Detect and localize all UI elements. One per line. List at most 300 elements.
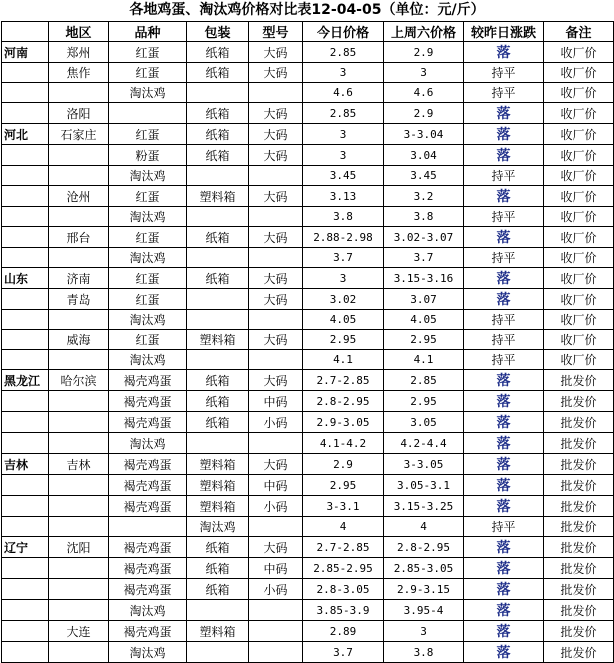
- today-price-cell: 3.8: [303, 207, 384, 227]
- province-cell: [2, 642, 49, 663]
- last-saturday-price-cell: 3.2: [384, 186, 464, 207]
- note-cell: 批发价: [544, 621, 614, 642]
- table-row: [2, 558, 614, 579]
- today-price-cell: 2.9: [303, 454, 384, 475]
- province-cell: [2, 517, 49, 537]
- packaging-cell: 纸箱: [187, 124, 249, 145]
- header-packaging: 包装: [187, 22, 249, 42]
- last-saturday-price-cell: 3.95-4: [384, 600, 464, 621]
- change-cell: 持平: [464, 310, 544, 330]
- region-cell: [49, 433, 109, 454]
- today-price-cell: 3: [303, 63, 384, 83]
- table-row: [2, 248, 614, 268]
- change-cell: 持平: [464, 248, 544, 268]
- note-cell: 收厂价: [544, 145, 614, 166]
- region-cell: [49, 600, 109, 621]
- last-saturday-price-cell: 2.8-2.95: [384, 537, 464, 558]
- last-saturday-price-cell: 3.04: [384, 145, 464, 166]
- packaging-cell: 塑料箱: [187, 475, 249, 496]
- region-cell: 大连: [49, 621, 109, 642]
- province-cell: [2, 63, 49, 83]
- today-price-cell: 2.95: [303, 330, 384, 350]
- variety-cell: 褐壳鸡蛋: [109, 558, 187, 579]
- header-province: [2, 22, 49, 42]
- variety-cell: 粉蛋: [109, 145, 187, 166]
- packaging-cell: 纸箱: [187, 370, 249, 391]
- province-cell: [2, 600, 49, 621]
- table-row: [2, 517, 614, 537]
- change-cell: 落: [464, 186, 544, 207]
- province-cell: [2, 330, 49, 350]
- table-row: [2, 642, 614, 663]
- variety-cell: 红蛋: [109, 330, 187, 350]
- table-row: [2, 310, 614, 330]
- last-saturday-price-cell: 2.85: [384, 370, 464, 391]
- size-cell: 大码: [249, 330, 303, 350]
- variety-cell: 红蛋: [109, 186, 187, 207]
- today-price-cell: 4.05: [303, 310, 384, 330]
- size-cell: 大码: [249, 289, 303, 310]
- packaging-cell: 纸箱: [187, 412, 249, 433]
- header-variety: 品种: [109, 22, 187, 42]
- size-cell: 中码: [249, 475, 303, 496]
- variety-cell: 红蛋: [109, 42, 187, 63]
- note-cell: 收厂价: [544, 350, 614, 370]
- variety-cell: 褐壳鸡蛋: [109, 537, 187, 558]
- header-note: 备注: [544, 22, 614, 42]
- table-row: [2, 83, 614, 103]
- last-saturday-price-cell: 3.15-3.25: [384, 496, 464, 517]
- table-row: [2, 475, 614, 496]
- today-price-cell: 4.1-4.2: [303, 433, 384, 454]
- packaging-cell: 纸箱: [187, 227, 249, 248]
- variety-cell: 红蛋: [109, 63, 187, 83]
- table-row: [2, 412, 614, 433]
- size-cell: 大码: [249, 537, 303, 558]
- packaging-cell: 纸箱: [187, 268, 249, 289]
- variety-cell: 褐壳鸡蛋: [109, 391, 187, 412]
- note-cell: 批发价: [544, 642, 614, 663]
- variety-cell: 淘汰鸡: [109, 433, 187, 454]
- province-cell: [2, 350, 49, 370]
- packaging-cell: 纸箱: [187, 537, 249, 558]
- last-saturday-price-cell: 2.95: [384, 330, 464, 350]
- packaging-cell: [187, 642, 249, 663]
- note-cell: 收厂价: [544, 330, 614, 350]
- today-price-cell: 4.6: [303, 83, 384, 103]
- packaging-cell: [187, 289, 249, 310]
- variety-cell: 淘汰鸡: [109, 310, 187, 330]
- note-cell: 批发价: [544, 370, 614, 391]
- province-cell: 河北: [2, 124, 49, 145]
- change-cell: 持平: [464, 207, 544, 227]
- region-cell: [49, 475, 109, 496]
- region-cell: 吉林: [49, 454, 109, 475]
- note-cell: 批发价: [544, 433, 614, 454]
- note-cell: 收厂价: [544, 227, 614, 248]
- packaging-cell: [187, 166, 249, 186]
- packaging-cell: [187, 600, 249, 621]
- size-cell: [249, 248, 303, 268]
- region-cell: [49, 579, 109, 600]
- change-cell: 落: [464, 642, 544, 663]
- change-cell: 落: [464, 370, 544, 391]
- today-price-cell: 3: [303, 145, 384, 166]
- note-cell: 收厂价: [544, 83, 614, 103]
- table-row: [2, 600, 614, 621]
- change-cell: 持平: [464, 166, 544, 186]
- packaging-cell: 纸箱: [187, 63, 249, 83]
- packaging-cell: 纸箱: [187, 558, 249, 579]
- variety-cell: 褐壳鸡蛋: [109, 475, 187, 496]
- change-cell: 持平: [464, 350, 544, 370]
- region-cell: [49, 207, 109, 227]
- size-cell: 大码: [249, 454, 303, 475]
- today-price-cell: 2.85: [303, 42, 384, 63]
- region-cell: 济南: [49, 268, 109, 289]
- page-title: 各地鸡蛋、淘汰鸡价格对比表12-04-05（单位：元/斤）: [129, 2, 485, 18]
- size-cell: [249, 166, 303, 186]
- size-cell: 小码: [249, 579, 303, 600]
- size-cell: [249, 83, 303, 103]
- province-cell: [2, 289, 49, 310]
- province-cell: [2, 475, 49, 496]
- variety-cell: 淘汰鸡: [109, 642, 187, 663]
- header-last-saturday-price: 上周六价格: [384, 22, 464, 42]
- size-cell: 大码: [249, 370, 303, 391]
- change-cell: 持平: [464, 83, 544, 103]
- table-row: [2, 579, 614, 600]
- table-row: [2, 186, 614, 207]
- province-cell: [2, 186, 49, 207]
- region-cell: 焦作: [49, 63, 109, 83]
- region-cell: [49, 248, 109, 268]
- last-saturday-price-cell: 4.05: [384, 310, 464, 330]
- province-cell: 山东: [2, 268, 49, 289]
- size-cell: 大码: [249, 103, 303, 124]
- change-cell: 落: [464, 475, 544, 496]
- region-cell: [49, 350, 109, 370]
- table-row: [2, 207, 614, 227]
- change-cell: 落: [464, 124, 544, 145]
- region-cell: [49, 145, 109, 166]
- today-price-cell: 4.1: [303, 350, 384, 370]
- today-price-cell: 2.88-2.98: [303, 227, 384, 248]
- table-row: [2, 145, 614, 166]
- note-cell: 批发价: [544, 391, 614, 412]
- table-row: [2, 289, 614, 310]
- note-cell: 收厂价: [544, 166, 614, 186]
- packaging-cell: 纸箱: [187, 579, 249, 600]
- note-cell: 收厂价: [544, 310, 614, 330]
- note-cell: 收厂价: [544, 289, 614, 310]
- size-cell: [249, 207, 303, 227]
- table-row: [2, 454, 614, 475]
- last-saturday-price-cell: 3.8: [384, 207, 464, 227]
- variety-cell: 淘汰鸡: [109, 83, 187, 103]
- size-cell: [249, 621, 303, 642]
- last-saturday-price-cell: 3: [384, 621, 464, 642]
- last-saturday-price-cell: 3.07: [384, 289, 464, 310]
- today-price-cell: 3.02: [303, 289, 384, 310]
- change-cell: 落: [464, 537, 544, 558]
- province-cell: 辽宁: [2, 537, 49, 558]
- packaging-cell: 纸箱: [187, 103, 249, 124]
- region-cell: 石家庄: [49, 124, 109, 145]
- variety-cell: 褐壳鸡蛋: [109, 370, 187, 391]
- table-row: [2, 227, 614, 248]
- table-row: [2, 124, 614, 145]
- last-saturday-price-cell: 3.15-3.16: [384, 268, 464, 289]
- today-price-cell: 3.7: [303, 248, 384, 268]
- change-cell: 落: [464, 600, 544, 621]
- change-cell: 落: [464, 454, 544, 475]
- change-cell: 落: [464, 558, 544, 579]
- province-cell: [2, 227, 49, 248]
- size-cell: [249, 310, 303, 330]
- last-saturday-price-cell: 2.9: [384, 103, 464, 124]
- note-cell: 收厂价: [544, 63, 614, 83]
- note-cell: 批发价: [544, 558, 614, 579]
- table-row: [2, 166, 614, 186]
- last-saturday-price-cell: 2.85-3.05: [384, 558, 464, 579]
- size-cell: 大码: [249, 63, 303, 83]
- variety-cell: 淘汰鸡: [109, 166, 187, 186]
- today-price-cell: 2.95: [303, 475, 384, 496]
- province-cell: [2, 103, 49, 124]
- change-cell: 落: [464, 496, 544, 517]
- note-cell: 收厂价: [544, 248, 614, 268]
- today-price-cell: 2.8-3.05: [303, 579, 384, 600]
- province-cell: [2, 166, 49, 186]
- province-cell: [2, 145, 49, 166]
- table-row: [2, 63, 614, 83]
- table-row: [2, 496, 614, 517]
- change-cell: 落: [464, 391, 544, 412]
- table-row: [2, 433, 614, 454]
- size-cell: 小码: [249, 412, 303, 433]
- province-cell: [2, 558, 49, 579]
- variety-cell: 褐壳鸡蛋: [109, 579, 187, 600]
- header-region: 地区: [49, 22, 109, 42]
- packaging-cell: [187, 207, 249, 227]
- variety-cell: [109, 517, 187, 537]
- variety-cell: 淘汰鸡: [109, 207, 187, 227]
- last-saturday-price-cell: 3.8: [384, 642, 464, 663]
- province-cell: [2, 579, 49, 600]
- change-cell: 持平: [464, 517, 544, 537]
- packaging-cell: 塑料箱: [187, 186, 249, 207]
- size-cell: 大码: [249, 145, 303, 166]
- packaging-cell: [187, 83, 249, 103]
- province-cell: 河南: [2, 42, 49, 63]
- note-cell: 收厂价: [544, 42, 614, 63]
- packaging-cell: 塑料箱: [187, 496, 249, 517]
- change-cell: 持平: [464, 330, 544, 350]
- last-saturday-price-cell: 3: [384, 63, 464, 83]
- province-cell: [2, 310, 49, 330]
- change-cell: 落: [464, 103, 544, 124]
- today-price-cell: 3: [303, 124, 384, 145]
- note-cell: 批发价: [544, 454, 614, 475]
- last-saturday-price-cell: 2.95: [384, 391, 464, 412]
- change-cell: 落: [464, 227, 544, 248]
- variety-cell: 褐壳鸡蛋: [109, 621, 187, 642]
- last-saturday-price-cell: 3-3.04: [384, 124, 464, 145]
- size-cell: [249, 642, 303, 663]
- variety-cell: [109, 103, 187, 124]
- region-cell: [49, 517, 109, 537]
- variety-cell: 淘汰鸡: [109, 248, 187, 268]
- note-cell: 批发价: [544, 496, 614, 517]
- today-price-cell: 3.7: [303, 642, 384, 663]
- last-saturday-price-cell: 3.02-3.07: [384, 227, 464, 248]
- packaging-cell: 塑料箱: [187, 621, 249, 642]
- packaging-cell: 纸箱: [187, 42, 249, 63]
- packaging-cell: 塑料箱: [187, 330, 249, 350]
- change-cell: 持平: [464, 63, 544, 83]
- province-cell: [2, 412, 49, 433]
- table-row: [2, 42, 614, 63]
- table-row: [2, 621, 614, 642]
- size-cell: [249, 600, 303, 621]
- region-cell: [49, 642, 109, 663]
- packaging-cell: [187, 248, 249, 268]
- today-price-cell: 3.13: [303, 186, 384, 207]
- header-today-price: 今日价格: [303, 22, 384, 42]
- region-cell: 邢台: [49, 227, 109, 248]
- size-cell: [249, 433, 303, 454]
- last-saturday-price-cell: 4.6: [384, 83, 464, 103]
- variety-cell: 淘汰鸡: [109, 600, 187, 621]
- province-cell: [2, 433, 49, 454]
- last-saturday-price-cell: 3-3.05: [384, 454, 464, 475]
- change-cell: 落: [464, 268, 544, 289]
- price-table: [1, 21, 614, 663]
- packaging-cell: 塑料箱: [187, 454, 249, 475]
- note-cell: 批发价: [544, 475, 614, 496]
- size-cell: 大码: [249, 227, 303, 248]
- last-saturday-price-cell: 4: [384, 517, 464, 537]
- today-price-cell: 3-3.1: [303, 496, 384, 517]
- variety-cell: 红蛋: [109, 268, 187, 289]
- change-cell: 落: [464, 433, 544, 454]
- change-cell: 落: [464, 42, 544, 63]
- province-cell: [2, 621, 49, 642]
- variety-cell: 褐壳鸡蛋: [109, 412, 187, 433]
- change-cell: 落: [464, 145, 544, 166]
- table-row: [2, 537, 614, 558]
- region-cell: [49, 166, 109, 186]
- note-cell: 收厂价: [544, 207, 614, 227]
- region-cell: [49, 83, 109, 103]
- last-saturday-price-cell: 2.9: [384, 42, 464, 63]
- change-cell: 落: [464, 579, 544, 600]
- table-row: [2, 268, 614, 289]
- region-cell: [49, 496, 109, 517]
- table-row: [2, 391, 614, 412]
- packaging-cell: [187, 350, 249, 370]
- today-price-cell: 3.45: [303, 166, 384, 186]
- province-cell: 黑龙江: [2, 370, 49, 391]
- packaging-cell: 纸箱: [187, 391, 249, 412]
- size-cell: 大码: [249, 42, 303, 63]
- region-cell: [49, 558, 109, 579]
- change-cell: 落: [464, 289, 544, 310]
- province-cell: [2, 391, 49, 412]
- region-cell: 青岛: [49, 289, 109, 310]
- table-row: [2, 350, 614, 370]
- header-row: [2, 22, 614, 42]
- packaging-cell: 淘汰鸡: [187, 517, 249, 537]
- variety-cell: 淘汰鸡: [109, 350, 187, 370]
- note-cell: 批发价: [544, 517, 614, 537]
- region-cell: [49, 391, 109, 412]
- last-saturday-price-cell: 3.05-3.1: [384, 475, 464, 496]
- size-cell: 大码: [249, 124, 303, 145]
- variety-cell: 红蛋: [109, 227, 187, 248]
- province-cell: [2, 496, 49, 517]
- today-price-cell: 2.85: [303, 103, 384, 124]
- table-row: [2, 103, 614, 124]
- size-cell: 小码: [249, 496, 303, 517]
- today-price-cell: 4: [303, 517, 384, 537]
- today-price-cell: 2.8-2.95: [303, 391, 384, 412]
- today-price-cell: 2.7-2.85: [303, 370, 384, 391]
- note-cell: 批发价: [544, 412, 614, 433]
- region-cell: [49, 310, 109, 330]
- last-saturday-price-cell: 2.9-3.15: [384, 579, 464, 600]
- today-price-cell: 3: [303, 268, 384, 289]
- last-saturday-price-cell: 3.7: [384, 248, 464, 268]
- note-cell: 批发价: [544, 537, 614, 558]
- packaging-cell: [187, 433, 249, 454]
- header-size: 型号: [249, 22, 303, 42]
- region-cell: 洛阳: [49, 103, 109, 124]
- size-cell: [249, 350, 303, 370]
- size-cell: [249, 517, 303, 537]
- region-cell: 郑州: [49, 42, 109, 63]
- region-cell: 沧州: [49, 186, 109, 207]
- header-change: 较昨日涨跌: [464, 22, 544, 42]
- table-row: [2, 370, 614, 391]
- today-price-cell: 2.85-2.95: [303, 558, 384, 579]
- change-cell: 落: [464, 621, 544, 642]
- region-cell: 威海: [49, 330, 109, 350]
- packaging-cell: [187, 310, 249, 330]
- note-cell: 批发价: [544, 579, 614, 600]
- table-row: [2, 330, 614, 350]
- note-cell: 收厂价: [544, 268, 614, 289]
- today-price-cell: 2.89: [303, 621, 384, 642]
- region-cell: 哈尔滨: [49, 370, 109, 391]
- packaging-cell: 纸箱: [187, 145, 249, 166]
- last-saturday-price-cell: 3.45: [384, 166, 464, 186]
- region-cell: 沈阳: [49, 537, 109, 558]
- size-cell: 大码: [249, 186, 303, 207]
- size-cell: 中码: [249, 391, 303, 412]
- today-price-cell: 3.85-3.9: [303, 600, 384, 621]
- note-cell: 收厂价: [544, 186, 614, 207]
- note-cell: 批发价: [544, 600, 614, 621]
- province-cell: 吉林: [2, 454, 49, 475]
- province-cell: [2, 207, 49, 227]
- variety-cell: 褐壳鸡蛋: [109, 496, 187, 517]
- today-price-cell: 2.9-3.05: [303, 412, 384, 433]
- variety-cell: 红蛋: [109, 124, 187, 145]
- change-cell: 落: [464, 412, 544, 433]
- last-saturday-price-cell: 3.05: [384, 412, 464, 433]
